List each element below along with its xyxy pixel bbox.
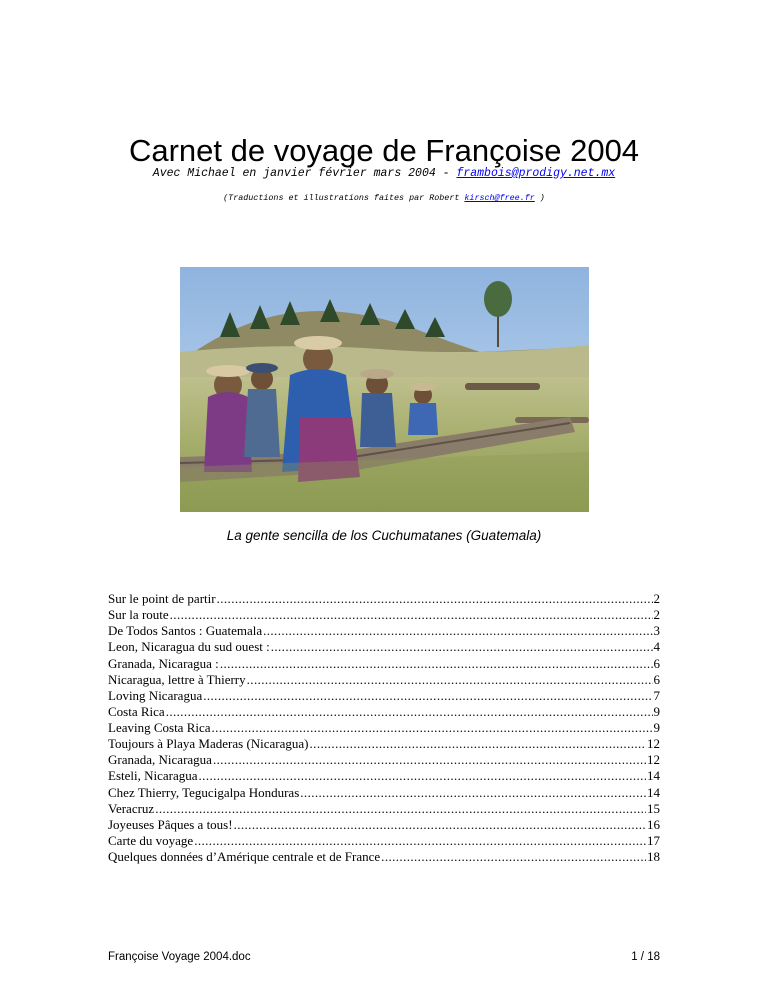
toc-leader xyxy=(213,752,646,768)
toc-row[interactable] xyxy=(108,736,660,752)
subtitle-text: Avec Michael en janvier février mars 2004 - xyxy=(152,167,457,180)
toc-entry-page: 18 xyxy=(647,849,660,864)
toc-leader xyxy=(381,849,646,865)
toc-row[interactable] xyxy=(108,720,660,736)
translation-credit xyxy=(0,191,768,205)
toc-row[interactable] xyxy=(108,704,660,720)
toc-row[interactable] xyxy=(108,768,660,784)
toc-entry-page: 14 xyxy=(647,784,660,800)
toc-entry-page: 12 xyxy=(647,736,660,752)
toc-entry-page: 6 xyxy=(653,655,660,671)
credit-suffix: ) xyxy=(534,193,545,203)
toc-entry-page: 14 xyxy=(647,768,660,784)
toc-row[interactable] xyxy=(108,656,660,672)
toc-entry-title: De Todos Santos : Guatemala xyxy=(108,623,263,639)
toc-row[interactable] xyxy=(108,849,660,865)
credit-email-link[interactable]: kirsch@free.fr xyxy=(464,193,535,203)
toc-row[interactable] xyxy=(108,833,660,849)
toc-leader xyxy=(234,817,646,833)
toc-row[interactable] xyxy=(108,688,660,704)
toc-row[interactable] xyxy=(108,752,660,768)
toc-row[interactable] xyxy=(108,591,660,607)
toc-entry-title: Leon, Nicaragua du sud ouest : xyxy=(108,639,270,655)
toc-entry-page: 7 xyxy=(653,687,660,703)
toc-leader xyxy=(212,720,653,736)
toc-leader xyxy=(263,623,652,639)
toc-leader xyxy=(155,801,646,817)
toc-leader xyxy=(217,591,653,607)
footer-filename: Françoise Voyage 2004.doc xyxy=(108,951,251,963)
toc-leader xyxy=(220,656,653,672)
toc-entry-title: Leaving Costa Rica xyxy=(108,720,211,735)
toc-entry-page: 4 xyxy=(653,639,660,655)
toc-entry-title: Nicaragua, lettre à Thierry xyxy=(108,671,246,687)
toc-entry-title: Chez Thierry, Tegucigalpa Honduras xyxy=(108,784,300,800)
toc-entry-title: Granada, Nicaragua : xyxy=(108,655,219,671)
toc-leader xyxy=(300,785,646,801)
toc-entry-page: 2 xyxy=(653,591,660,606)
toc-leader xyxy=(194,833,646,849)
document-title: Carnet de voyage de Françoise 2004 xyxy=(128,133,640,168)
toc-entry-title: Loving Nicaragua xyxy=(108,687,203,703)
toc-entry-page: 12 xyxy=(647,752,660,768)
toc-entry-title: Toujours à Playa Maderas (Nicaragua) xyxy=(108,736,309,752)
toc-leader xyxy=(310,736,646,752)
cover-photo xyxy=(180,267,589,512)
toc-entry-title: Veracruz xyxy=(108,800,155,816)
toc-row[interactable] xyxy=(108,785,660,801)
toc-entry-title: Joyeuses Pâques a tous! xyxy=(108,816,233,832)
photo-caption: La gente sencilla de los Cuchumatanes (Guatemala) xyxy=(226,528,542,543)
toc-entry-page: 3 xyxy=(653,623,660,639)
toc-row[interactable] xyxy=(108,623,660,639)
toc-entry-title: Esteli, Nicaragua xyxy=(108,768,198,784)
toc-leader xyxy=(170,607,653,623)
toc-entry-page: 9 xyxy=(653,703,660,719)
subtitle-email-link[interactable]: frambois@prodigy.net.mx xyxy=(456,167,616,180)
toc-entry-title: Costa Rica xyxy=(108,703,165,719)
toc-entry-title: Quelques données d’Amérique centrale et de France xyxy=(108,849,381,864)
toc-entry-title: Carte du voyage xyxy=(108,832,194,848)
toc-row[interactable] xyxy=(108,639,660,655)
toc-leader xyxy=(203,688,652,704)
toc-leader xyxy=(271,639,653,655)
toc-row[interactable] xyxy=(108,801,660,817)
toc-entry-title: Sur le point de partir xyxy=(108,591,216,606)
footer-page-indicator: 1 / 18 xyxy=(631,951,660,963)
toc-entry-page: 16 xyxy=(647,816,660,832)
table-of-contents xyxy=(108,591,660,865)
cover-photo-illustration xyxy=(180,267,589,512)
toc-entry-title: Sur la route xyxy=(108,607,169,623)
toc-leader xyxy=(166,704,653,720)
credit-prefix: (Traductions et illustrations faites par Robert xyxy=(223,193,465,203)
toc-entry-page: 2 xyxy=(653,607,660,623)
toc-entry-page: 6 xyxy=(653,671,660,687)
toc-leader xyxy=(247,672,653,688)
toc-row[interactable] xyxy=(108,817,660,833)
toc-entry-page: 9 xyxy=(653,720,660,735)
toc-row[interactable] xyxy=(108,672,660,688)
toc-leader xyxy=(199,768,646,784)
toc-entry-title: Granada, Nicaragua xyxy=(108,752,212,768)
toc-entry-page: 15 xyxy=(647,800,660,816)
document-subtitle xyxy=(0,165,768,183)
toc-entry-page: 17 xyxy=(647,832,660,848)
toc-row[interactable] xyxy=(108,607,660,623)
